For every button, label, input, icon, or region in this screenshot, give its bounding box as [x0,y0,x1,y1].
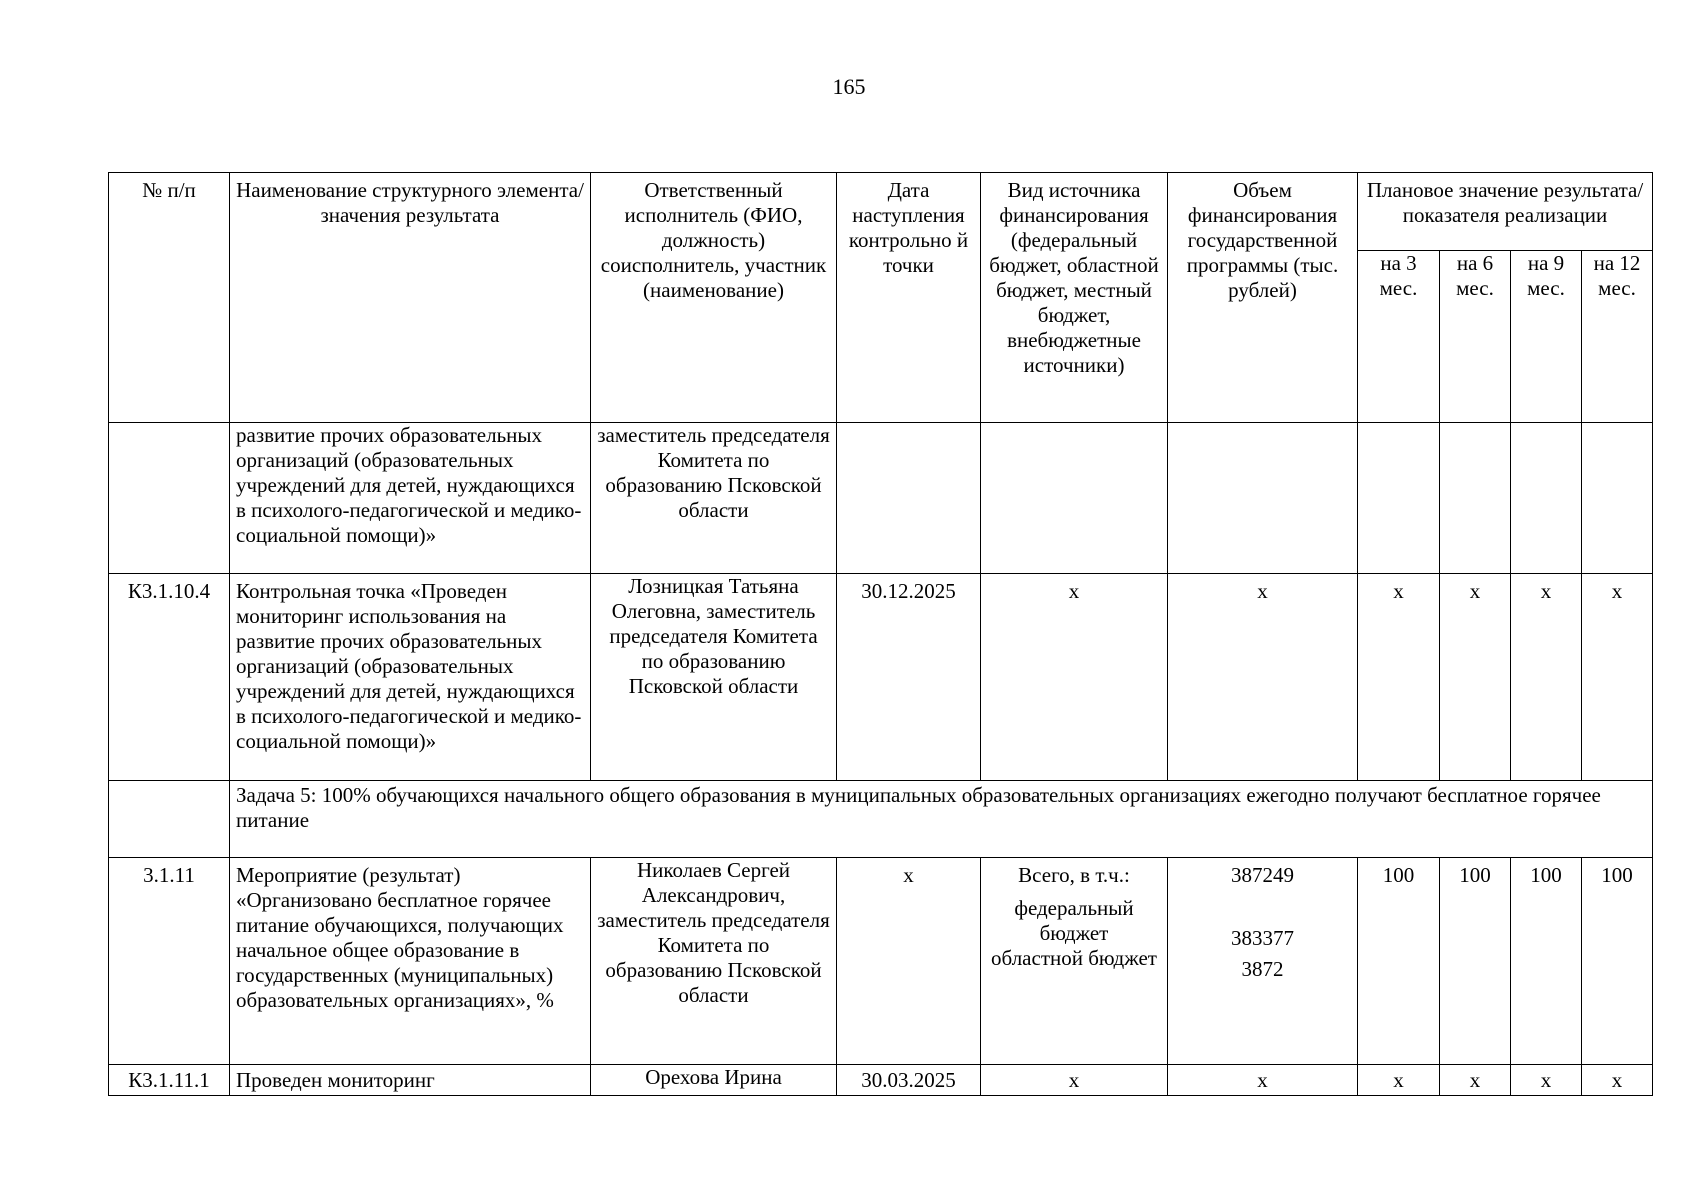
cell-volume [1168,423,1358,574]
header-m6: на 6 мес. [1440,251,1511,423]
cell-m6 [1440,423,1511,574]
cell-responsible: заместитель председателя Комитета по образованию Псковской области [591,423,837,574]
table-row [109,423,1653,574]
cell-m3: х [1358,574,1440,781]
cell-date: 30.03.2025 [837,1065,981,1096]
header-m12: на 12 мес. [1582,251,1653,423]
volume-total: 387249 [1231,863,1294,887]
cell-date [837,423,981,574]
cell-volume: х [1168,574,1358,781]
cell-m12 [1582,423,1653,574]
cell-responsible: Николаев Сергей Александрович, заместитель председателя Комитета по образованию Псковской области [591,858,837,1065]
header-m3: на 3 мес. [1358,251,1440,423]
cell-num [109,423,230,574]
cell-source [981,423,1168,574]
source-regional: областной бюджет [991,946,1157,970]
cell-source [981,858,1168,1065]
table-row [109,858,1653,1065]
header-num: № п/п [109,173,230,423]
header-volume: Объем финансирования государственной программы (тыс. рублей) [1168,173,1358,423]
page-number: 165 [832,74,866,99]
source-total: Всего, в т.ч.: [1018,863,1130,887]
table-row [109,1065,1653,1096]
header-date: Дата наступления контрольно й точки [837,173,981,423]
cell-num: К3.1.11.1 [109,1065,230,1096]
cell-volume [1168,858,1358,1065]
header-planned: Плановое значение результата/показателя реализации [1358,173,1653,251]
volume-federal: 383377 [1231,926,1294,950]
header-name: Наименование структурного элемента/ значения результата [230,173,591,423]
cell-m6: 100 [1440,858,1511,1065]
cell-m6: х [1440,574,1511,781]
cell-m9: 100 [1511,858,1582,1065]
cell-name: развитие прочих образовательных организаций (образовательных учреждений для детей, нуждающихся в психолого-педагогической и медико-социальной помощи)» [230,423,591,574]
cell-m12: 100 [1582,858,1653,1065]
task-text: Задача 5: 100% обучающихся начального общего образования в муниципальных образовательных организациях ежегодно получают бесплатное горячее питание [230,781,1653,858]
cell-source: х [981,1065,1168,1096]
cell-m12: х [1582,574,1653,781]
task-row [109,781,1653,858]
cell-name: Контрольная точка «Проведен мониторинг использования на развитие прочих образовательных организаций (образовательных учреждений для детей, нуждающихся в психолого-педагогической и медико-социальной помощи)» [230,574,591,781]
cell-responsible: Лозницкая Татьяна Олеговна, заместитель председателя Комитета по образованию Псковской области [591,574,837,781]
table-row [109,574,1653,781]
cell-m12: х [1582,1065,1653,1096]
cell-m3 [1358,423,1440,574]
cell-responsible: Орехова Ирина [591,1065,837,1096]
cell-m9: х [1511,574,1582,781]
header-m9: на 9 мес. [1511,251,1582,423]
source-federal: федеральный бюджет [1014,896,1134,945]
cell-num: 3.1.11 [109,858,230,1065]
cell-name: Мероприятие (результат) «Организовано бесплатное горячее питание обучающихся, получающих начальное общее образование в государственных (муниципальных) образовательных организациях», % [230,858,591,1065]
header-responsible: Ответственный исполнитель (ФИО, должность) соисполнитель, участник (наименование) [591,173,837,423]
cell-m9 [1511,423,1582,574]
volume-regional: 3872 [1241,957,1284,981]
cell-date: х [837,858,981,1065]
program-table [108,172,1653,1096]
cell-name: Проведен мониторинг [230,1065,591,1096]
cell-m9: х [1511,1065,1582,1096]
cell-m3: х [1358,1065,1440,1096]
cell-volume: х [1168,1065,1358,1096]
header-row-1 [109,173,1653,251]
cell-num: К3.1.10.4 [109,574,230,781]
cell-source: х [981,574,1168,781]
cell-m3: 100 [1358,858,1440,1065]
cell-date: 30.12.2025 [837,574,981,781]
cell-m6: х [1440,1065,1511,1096]
header-source: Вид источника финансирования (федеральный бюджет, областной бюджет, местный бюджет, внебюджетные источники) [981,173,1168,423]
cell-num [109,781,230,858]
